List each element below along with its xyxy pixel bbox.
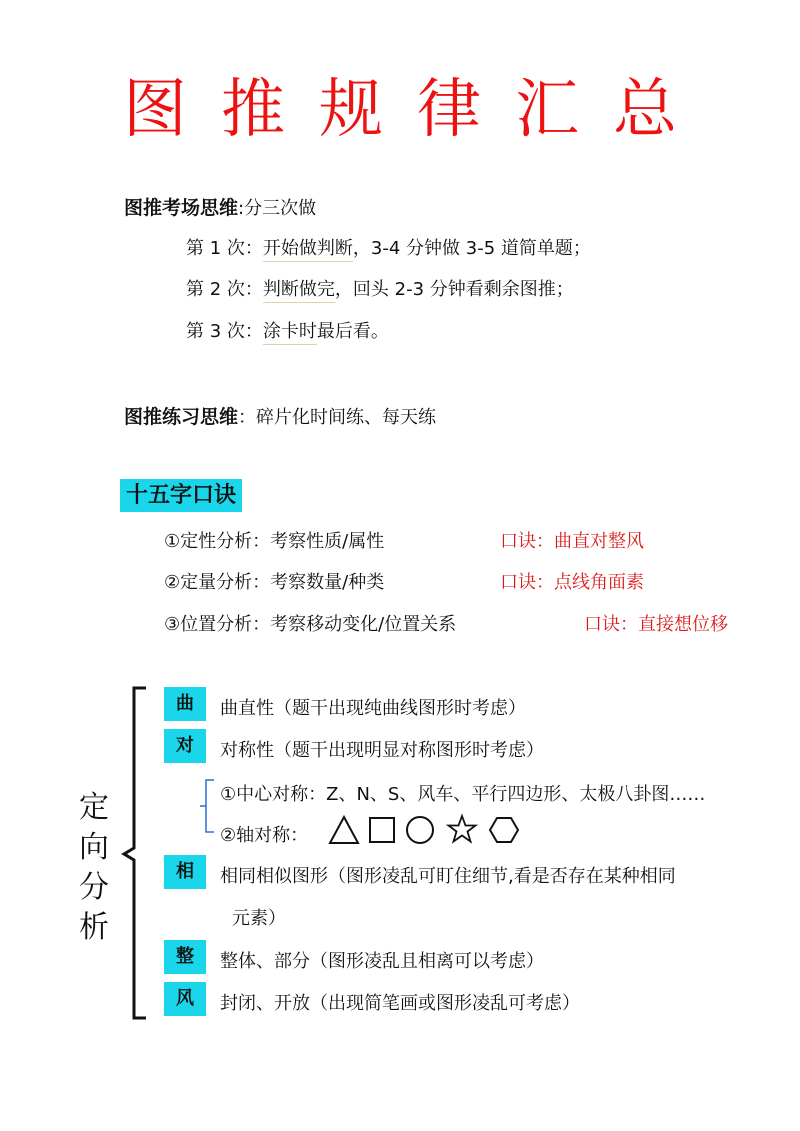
star-icon (446, 813, 478, 845)
mnemonic-heading: 十五字口诀 (120, 479, 242, 512)
tag-whole: 整 (164, 940, 206, 974)
step-content: 开始做判断 (263, 238, 353, 262)
mnemonic-verse-2: 口诀：点线角面素 (500, 572, 644, 593)
step-content: 判断做完 (263, 279, 335, 303)
mnemonic-item-3: ③位置分析：考察移动变化/位置关系 (164, 614, 457, 635)
exam-step-3 (186, 317, 389, 343)
practice-section (124, 402, 436, 429)
sub-bracket-icon (198, 778, 218, 836)
central-symmetry-text: ①中心对称：Z、N、S、风车、平行四边形、太极八卦图…… (220, 784, 706, 805)
item-closed-text: 封闭、开放（出现简笔画或图形凌乱可考虑） (220, 993, 580, 1014)
triangle-icon (328, 814, 360, 846)
step-content: 涂卡时 (263, 321, 317, 345)
mnemonic-verse-3: 口诀：直接想位移 (584, 614, 728, 635)
practice-heading: 图推练习思维 (124, 406, 239, 428)
page-title: 图推规律汇总 (123, 73, 711, 147)
square-icon (367, 814, 397, 846)
mnemonic-heading-box (120, 478, 242, 509)
tag-symmetry: 对 (164, 729, 206, 763)
item-whole-text: 整体、部分（图形凌乱且相离可以考虑） (220, 951, 544, 972)
item-symmetry-text: 对称性（题干出现明显对称图形时考虑） (220, 740, 544, 761)
practice-content: ：碎片化时间练、每天练 (238, 407, 437, 428)
mnemonic-verse-1: 口诀：曲直对整风 (500, 531, 644, 552)
tag-same: 相 (164, 855, 206, 889)
circle-icon (404, 814, 436, 846)
step-rest: ，3-4 分钟做 3-5 道简单题； (352, 238, 591, 259)
mnemonic-item-2: ②定量分析：考察数量/种类 (164, 572, 385, 593)
step-rest: ，回头 2-3 分钟看剩余图推； (334, 279, 574, 300)
vertical-label: 定 向 分 析 (79, 790, 109, 945)
exam-section (124, 193, 316, 220)
exam-method: :分三次做 (238, 198, 317, 219)
step-label: 第 2 次： (186, 279, 263, 300)
axial-symmetry-text: ②轴对称： (220, 825, 309, 846)
tag-closed: 风 (164, 982, 206, 1016)
step-rest: 最后看。 (316, 321, 389, 342)
exam-step-1 (186, 234, 591, 260)
tag-curve: 曲 (164, 687, 206, 721)
item-same-text-cont: 元素） (232, 908, 286, 929)
step-label: 第 1 次： (186, 238, 263, 259)
mnemonic-item-1: ①定性分析：考察性质/属性 (164, 531, 385, 552)
item-same-text: 相同相似图形（图形凌乱可盯住细节,看是否存在某种相同 (220, 866, 676, 887)
exam-heading: 图推考场思维 (124, 197, 239, 219)
exam-step-2 (186, 275, 574, 301)
item-curve-text: 曲直性（题干出现纯曲线图形时考虑） (220, 698, 526, 719)
left-brace-icon (118, 684, 152, 1024)
hexagon-icon (488, 814, 520, 846)
step-label: 第 3 次： (186, 321, 263, 342)
